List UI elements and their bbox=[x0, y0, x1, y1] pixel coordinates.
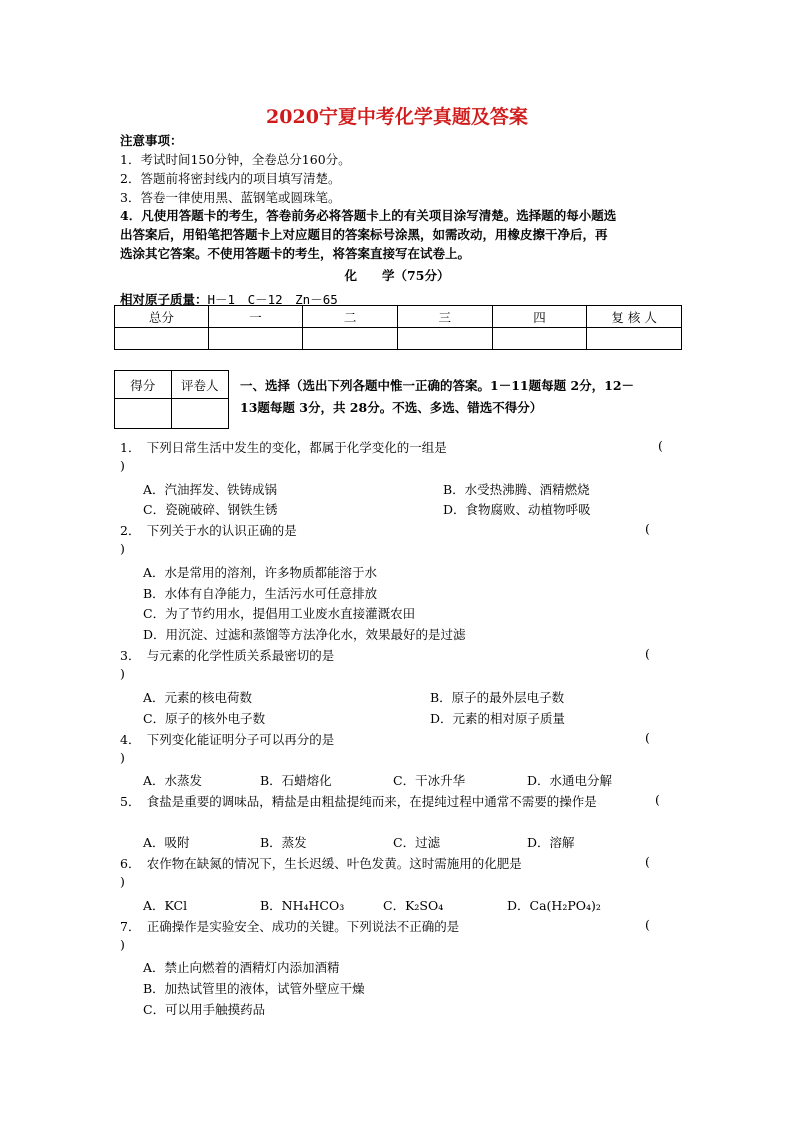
answer-paren-open: ( bbox=[645, 854, 650, 869]
option: A．元素的核电荷数 bbox=[143, 690, 253, 705]
page-title: 2020宁夏中考化学真题及答案 bbox=[266, 106, 528, 128]
note-item: 1．考试时间150分钟，全卷总分160分。 bbox=[120, 152, 351, 167]
note-item: 2．答题前将密封线内的项目填写清楚。 bbox=[120, 171, 341, 186]
section1-line1: 一、选择（选出下列各题中惟一正确的答案。1－11题每题 2分，12－ bbox=[240, 378, 635, 393]
answer-paren-close: ) bbox=[120, 874, 125, 889]
answer-paren-close: ) bbox=[120, 937, 125, 952]
option: A．汽油挥发、铁铸成锅 bbox=[143, 482, 278, 497]
score-header: 三 bbox=[397, 306, 492, 328]
note-item: 4．凡使用答题卡的考生，答卷前务必将答题卡上的有关项目涂写清楚。选择题的每小题选 bbox=[120, 208, 617, 223]
score-cell[interactable] bbox=[115, 328, 209, 350]
option: B．蒸发 bbox=[260, 835, 307, 850]
notes-heading: 注意事项： bbox=[120, 133, 183, 148]
score-header: 总分 bbox=[115, 306, 209, 328]
subject-heading: 化 学（75分） bbox=[344, 268, 450, 283]
question-stem: 6． 农作物在缺氮的情况下，生长迟缓、叶色发黄。这时需施用的化肥是 bbox=[120, 856, 522, 871]
option: B．加热试管里的液体，试管外壁应干燥 bbox=[143, 981, 365, 996]
grader-header: 得分 bbox=[115, 371, 172, 399]
note-item: 3．答卷一律使用黑、蓝钢笔或圆珠笔。 bbox=[120, 190, 341, 205]
score-cell[interactable] bbox=[587, 328, 682, 350]
question-stem: 5． 食盐是重要的调味品，精盐是由粗盐提纯而来，在提纯过程中通常不需要的操作是 bbox=[120, 794, 597, 809]
option: C．干冰升华 bbox=[393, 773, 466, 788]
option: A．禁止向燃着的酒精灯内添加酒精 bbox=[143, 960, 340, 975]
grader-cell[interactable] bbox=[115, 399, 172, 429]
answer-paren-open: ( bbox=[645, 917, 650, 932]
atomic-mass-label: 相对原子质量： bbox=[120, 292, 208, 307]
grader-header: 评卷人 bbox=[171, 371, 229, 399]
question-stem: 4． 下列变化能证明分子可以再分的是 bbox=[120, 732, 335, 747]
score-header: 复 核 人 bbox=[587, 306, 682, 328]
grader-cell[interactable] bbox=[171, 399, 229, 429]
answer-paren-open: ( bbox=[645, 730, 650, 745]
score-cell[interactable] bbox=[208, 328, 303, 350]
option: C．瓷碗破碎、钢铁生锈 bbox=[143, 502, 278, 517]
section1-line2: 13题每题 3分，共 28分。不选、多选、错选不得分） bbox=[240, 400, 543, 415]
question-stem: 2． 下列关于水的认识正确的是 bbox=[120, 523, 297, 538]
option: C．K₂SO₄ bbox=[383, 898, 444, 913]
score-table bbox=[114, 305, 682, 350]
option: C．原子的核外电子数 bbox=[143, 711, 266, 726]
option: D．溶解 bbox=[527, 835, 575, 850]
question-stem: 7． 正确操作是实验安全、成功的关键。下列说法不正确的是 bbox=[120, 919, 460, 934]
option: A．水蒸发 bbox=[143, 773, 203, 788]
option: D．食物腐败、动植物呼吸 bbox=[443, 502, 591, 517]
option: B．石蜡熔化 bbox=[260, 773, 332, 788]
answer-paren-open: ( bbox=[655, 792, 660, 807]
option: C．过滤 bbox=[393, 835, 441, 850]
option: B．NH₄HCO₃ bbox=[260, 898, 345, 913]
score-header: 一 bbox=[208, 306, 303, 328]
answer-paren-open: ( bbox=[645, 646, 650, 661]
atomic-mass-values: H－1 C－12 Zn－65 bbox=[207, 292, 338, 307]
score-header: 二 bbox=[303, 306, 398, 328]
score-cell[interactable] bbox=[303, 328, 398, 350]
option: C．可以用手触摸药品 bbox=[143, 1002, 266, 1017]
answer-paren-open: ( bbox=[658, 438, 663, 453]
option: A．KCl bbox=[143, 898, 188, 913]
option: D．水通电分解 bbox=[527, 773, 613, 788]
score-cell[interactable] bbox=[492, 328, 587, 350]
note-item: 出答案后，用铅笔把答题卡上对应题目的答案标号涂黑，如需改动，用橡皮擦干净后，再 bbox=[120, 227, 608, 242]
question-stem: 1． 下列日常生活中发生的变化，都属于化学变化的一组是 bbox=[120, 440, 447, 455]
option: B．原子的最外层电子数 bbox=[430, 690, 565, 705]
score-header: 四 bbox=[492, 306, 587, 328]
answer-paren-close: ) bbox=[120, 541, 125, 556]
option: C．为了节约用水，提倡用工业废水直接灌溉农田 bbox=[143, 606, 416, 621]
option: B．水受热沸腾、酒精燃烧 bbox=[443, 482, 590, 497]
option: D．元素的相对原子质量 bbox=[430, 711, 566, 726]
question-stem: 3． 与元素的化学性质关系最密切的是 bbox=[120, 648, 335, 663]
answer-paren-close: ) bbox=[120, 750, 125, 765]
grader-table bbox=[114, 370, 229, 429]
option: D．Ca(H₂PO₄)₂ bbox=[507, 898, 601, 913]
score-cell[interactable] bbox=[397, 328, 492, 350]
answer-paren-close: ) bbox=[120, 458, 125, 473]
option: B．水体有自净能力，生活污水可任意排放 bbox=[143, 586, 378, 601]
note-item: 选涂其它答案。不使用答题卡的考生，将答案直接写在试卷上。 bbox=[120, 246, 471, 261]
option: A．吸附 bbox=[143, 835, 190, 850]
option: D．用沉淀、过滤和蒸馏等方法净化水，效果最好的是过滤 bbox=[143, 627, 466, 642]
option: A．水是常用的溶剂，许多物质都能溶于水 bbox=[143, 565, 378, 580]
answer-paren-open: ( bbox=[645, 521, 650, 536]
answer-paren-close: ) bbox=[120, 666, 125, 681]
